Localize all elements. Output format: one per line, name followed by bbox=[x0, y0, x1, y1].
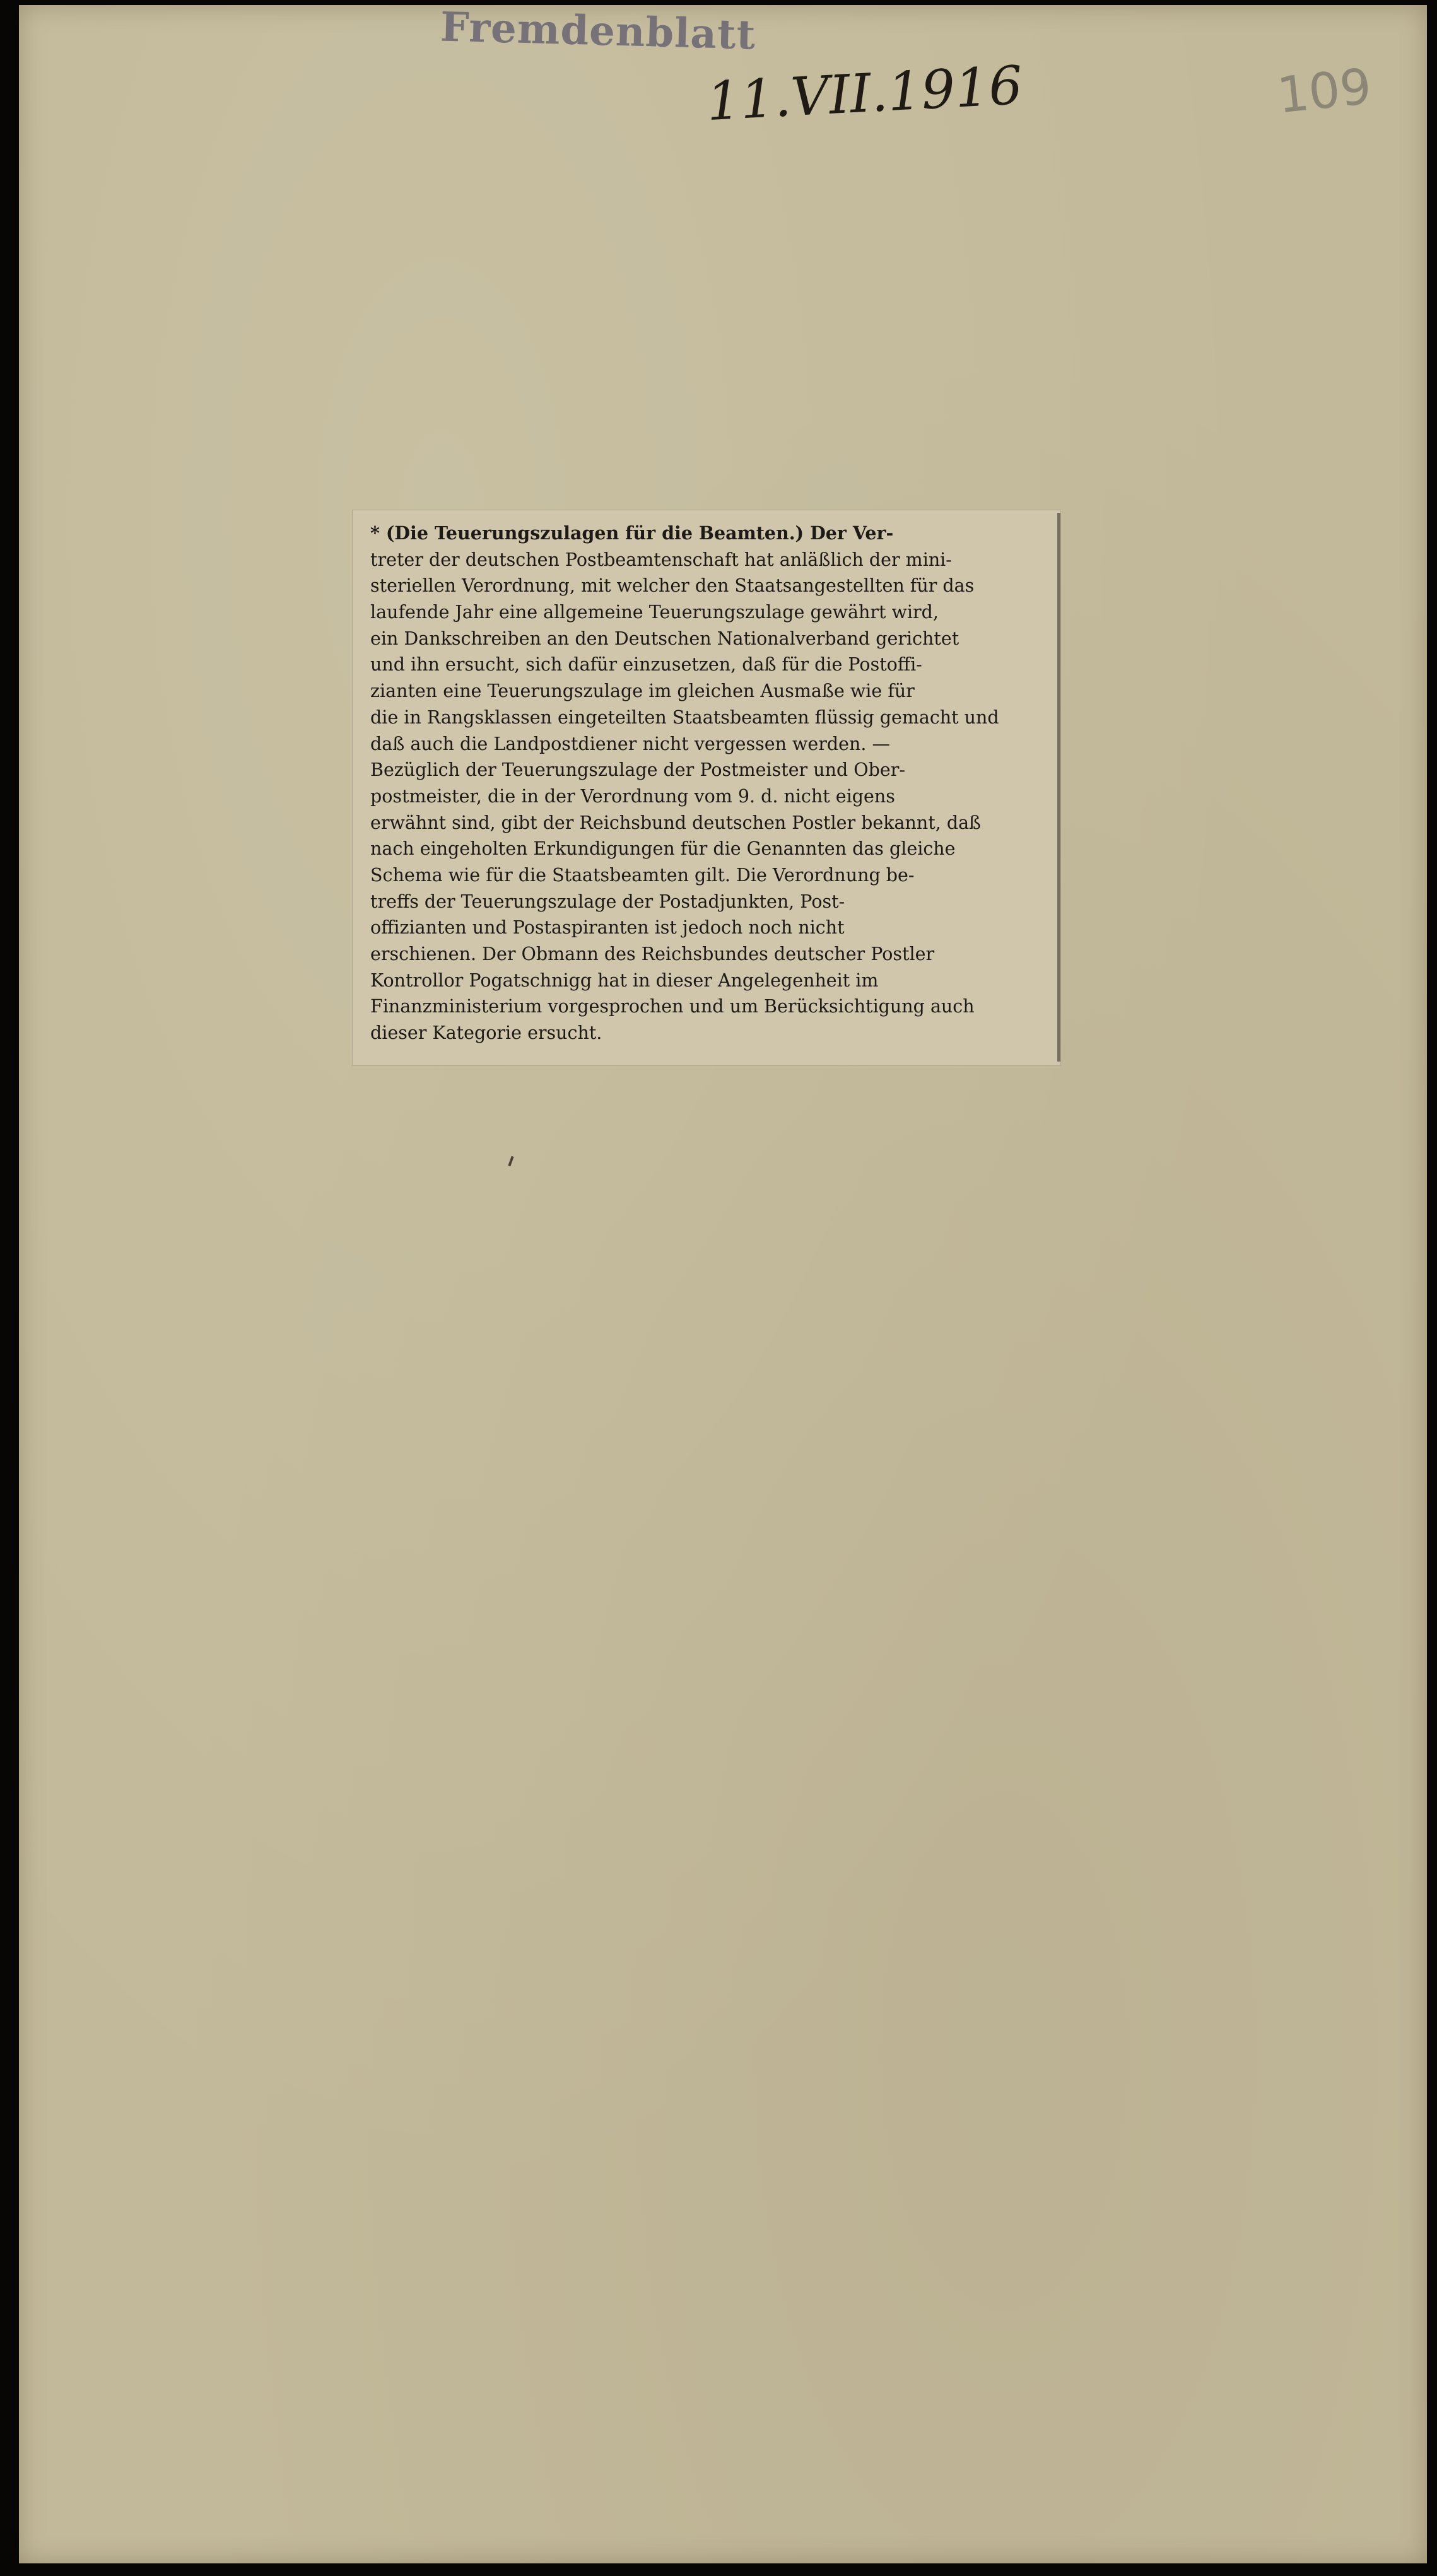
clipping-line: und ihn ersucht, sich dafür einzusetzen, daß für die Postoffi- bbox=[370, 654, 922, 676]
clipping-line: steriellen Verordnung, mit welcher den Staatsangestellten für das bbox=[370, 575, 975, 597]
paper-mark bbox=[508, 1156, 513, 1166]
clipping-text bbox=[370, 520, 1048, 1046]
clipping-line: erwähnt sind, gibt der Reichsbund deutschen Postler bekannt, daß bbox=[370, 812, 982, 833]
column-rule bbox=[1057, 513, 1060, 1062]
clipping-line: Kontrollor Pogatschnigg hat in dieser Angelegenheit im bbox=[370, 969, 879, 991]
clipping-line: Schema wie für die Staatsbeamten gilt. Die Verordnung be- bbox=[370, 864, 915, 886]
clipping-line: die in Rangsklassen eingeteilten Staatsbeamten flüssig gemacht und bbox=[370, 706, 999, 728]
clipping-line: Bezüglich der Teuerungszulage der Postmeister und Ober- bbox=[370, 759, 905, 781]
folio-number: 109 bbox=[1274, 58, 1375, 125]
clipping-line: zianten eine Teuerungszulage im gleichen Ausmaße wie für bbox=[370, 681, 915, 702]
clipping-line: daß auch die Landpostdiener nicht vergessen werden. — bbox=[370, 733, 890, 754]
newspaper-stamp: Fremdenblatt bbox=[440, 3, 757, 59]
clipping-line: ein Dankschreiben an den Deutschen Nationalverband gerichtet bbox=[370, 628, 959, 649]
clipping-line: erschienen. Der Obmann des Reichsbundes deutscher Postler bbox=[370, 944, 935, 964]
clipping-line: postmeister, die in der Verordnung vom 9. d. nicht eigens bbox=[370, 785, 895, 807]
clipping-line: offizianten und Postaspiranten ist jedoch noch nicht bbox=[370, 917, 845, 939]
clipping-line: treffs der Teuerungszulage der Postadjunkten, Post- bbox=[370, 891, 845, 912]
clipping-line: laufende Jahr eine allgemeine Teuerungszulage gewährt wird, bbox=[370, 602, 939, 623]
clipping-line: dieser Kategorie ersucht. bbox=[370, 1022, 602, 1044]
clipping-line: treter der deutschen Postbeamtenschaft hat anläßlich der mini- bbox=[370, 549, 952, 570]
clipping-line: * (Die Teuerungszulagen für die Beamten.) Der Ver- bbox=[370, 522, 894, 544]
newspaper-clipping bbox=[352, 510, 1061, 1066]
clipping-line: nach eingeholten Erkundigungen für die Genannten das gleiche bbox=[370, 838, 956, 860]
clipping-line: Finanzministerium vorgesprochen und um Berücksichtigung auch bbox=[370, 996, 975, 1017]
archive-sheet bbox=[19, 5, 1427, 2563]
handwritten-date: 11.VII.1916 bbox=[705, 54, 1024, 133]
